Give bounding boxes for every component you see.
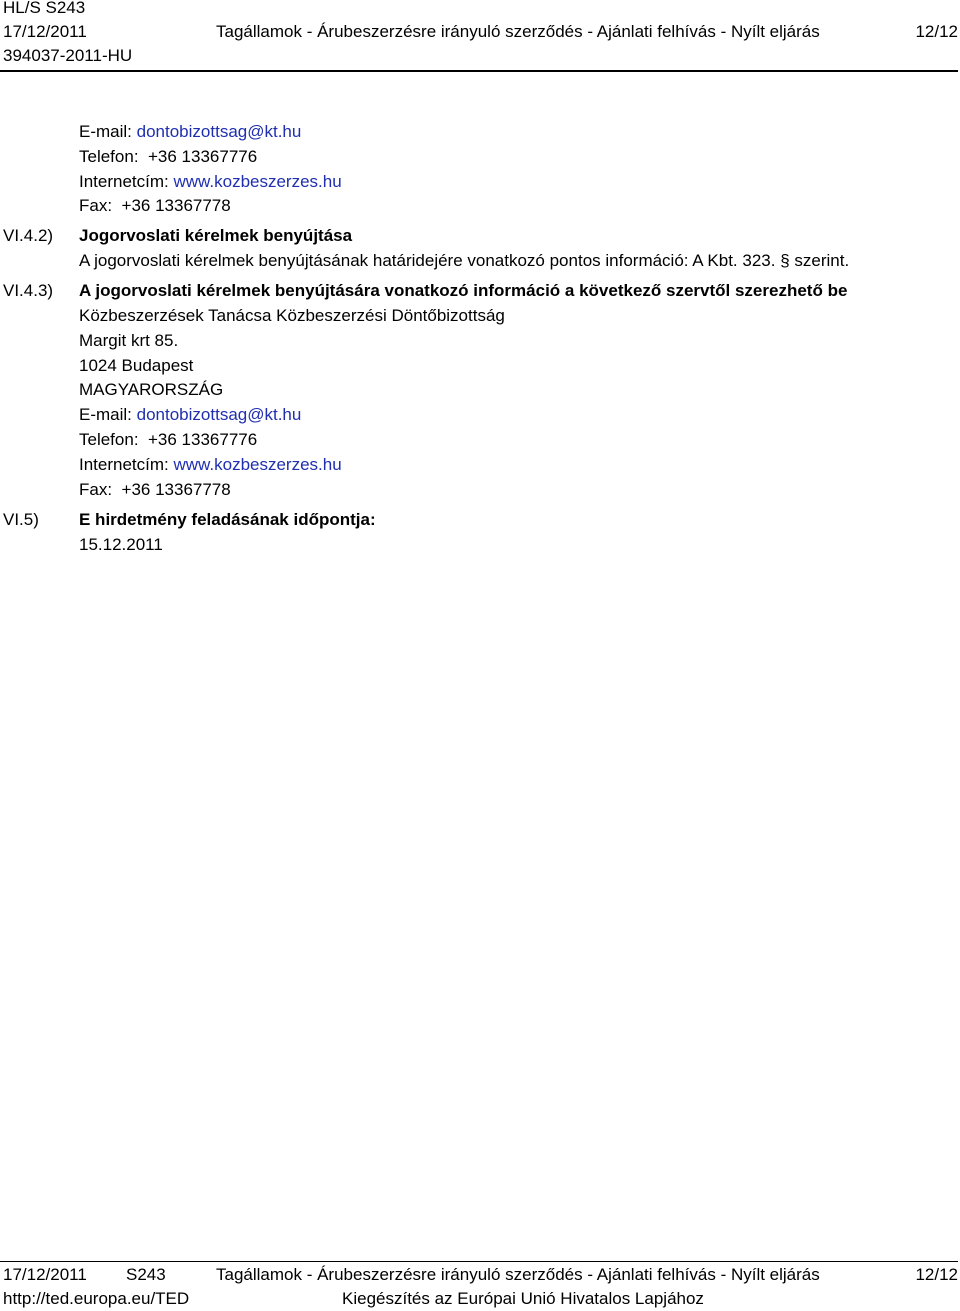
web-link[interactable]: www.kozbeszerzes.hu [173,172,342,191]
section-sign: § [780,251,790,270]
header-doc-id: 394037-2011-HU [3,46,133,65]
web-link[interactable]: www.kozbeszerzes.hu [173,455,342,474]
header-page: 12/12 [915,22,958,41]
section-heading-vi-5: E hirdetmény feladásának időpontja: [79,510,376,529]
fax-label: Fax: [79,480,113,499]
section-body-vi-4-2 [79,251,849,271]
header-title: Tagállamok - Árubeszerzésre irányuló szerződés - Ajánlati felhívás - Nyílt eljárás [216,22,820,41]
org-street: Margit krt 85. [79,331,179,350]
email-label: E-mail: [79,122,132,141]
footer-page: 12/12 [915,1265,958,1284]
phone-value: +36 13367776 [148,430,258,449]
top-phone-line [79,147,257,167]
email-label: E-mail: [79,405,132,424]
header-journal: HL/S S243 [3,0,86,17]
org-city: 1024 Budapest [79,356,194,375]
dispatch-date: 15.12.2011 [79,535,163,554]
org-email-line [79,405,301,425]
fax-value: +36 13367778 [121,196,231,215]
top-email-line [79,122,301,142]
fax-value: +36 13367778 [121,480,231,499]
top-web-line [79,172,342,192]
header-date: 17/12/2011 [3,22,87,41]
section-number-vi-4-3: VI.4.3) [3,281,54,300]
web-label: Internetcím: [79,455,169,474]
footer-date: 17/12/2011 [3,1265,87,1284]
footer-issue: S243 [126,1265,166,1284]
header-rule [0,70,958,72]
section-heading-vi-4-3: A jogorvoslati kérelmek benyújtására vonatkozó információ a következő szervtől szerezhető be [79,281,848,300]
footer-rule [0,1261,958,1262]
org-name: Közbeszerzések Tanácsa Közbeszerzési Döntőbizottság [79,306,505,325]
section-heading-vi-4-2: Jogorvoslati kérelmek benyújtása [79,226,353,245]
org-country: MAGYARORSZÁG [79,380,224,399]
email-link[interactable]: dontobizottsag@kt.hu [136,122,302,141]
fax-label: Fax: [79,196,113,215]
footer-supplement: Kiegészítés az Európai Unió Hivatalos Lapjához [342,1289,704,1308]
footer-url[interactable]: http://ted.europa.eu/TED [3,1289,190,1308]
body-end: szerint. [794,251,850,270]
body-text: A jogorvoslati kérelmek benyújtásának határidejére vonatkozó pontos információ: A Kbt. 323. [79,251,776,270]
section-number-vi-4-2: VI.4.2) [3,226,54,245]
org-web-line [79,455,342,475]
org-phone-line [79,430,257,450]
top-fax-line [79,196,231,216]
org-fax-line [79,480,231,500]
phone-value: +36 13367776 [148,147,258,166]
phone-label: Telefon: [79,430,139,449]
email-link[interactable]: dontobizottsag@kt.hu [136,405,302,424]
footer-title: Tagállamok - Árubeszerzésre irányuló szerződés - Ajánlati felhívás - Nyílt eljárás [216,1265,820,1284]
web-label: Internetcím: [79,172,169,191]
section-number-vi-5: VI.5) [3,510,39,529]
phone-label: Telefon: [79,147,139,166]
